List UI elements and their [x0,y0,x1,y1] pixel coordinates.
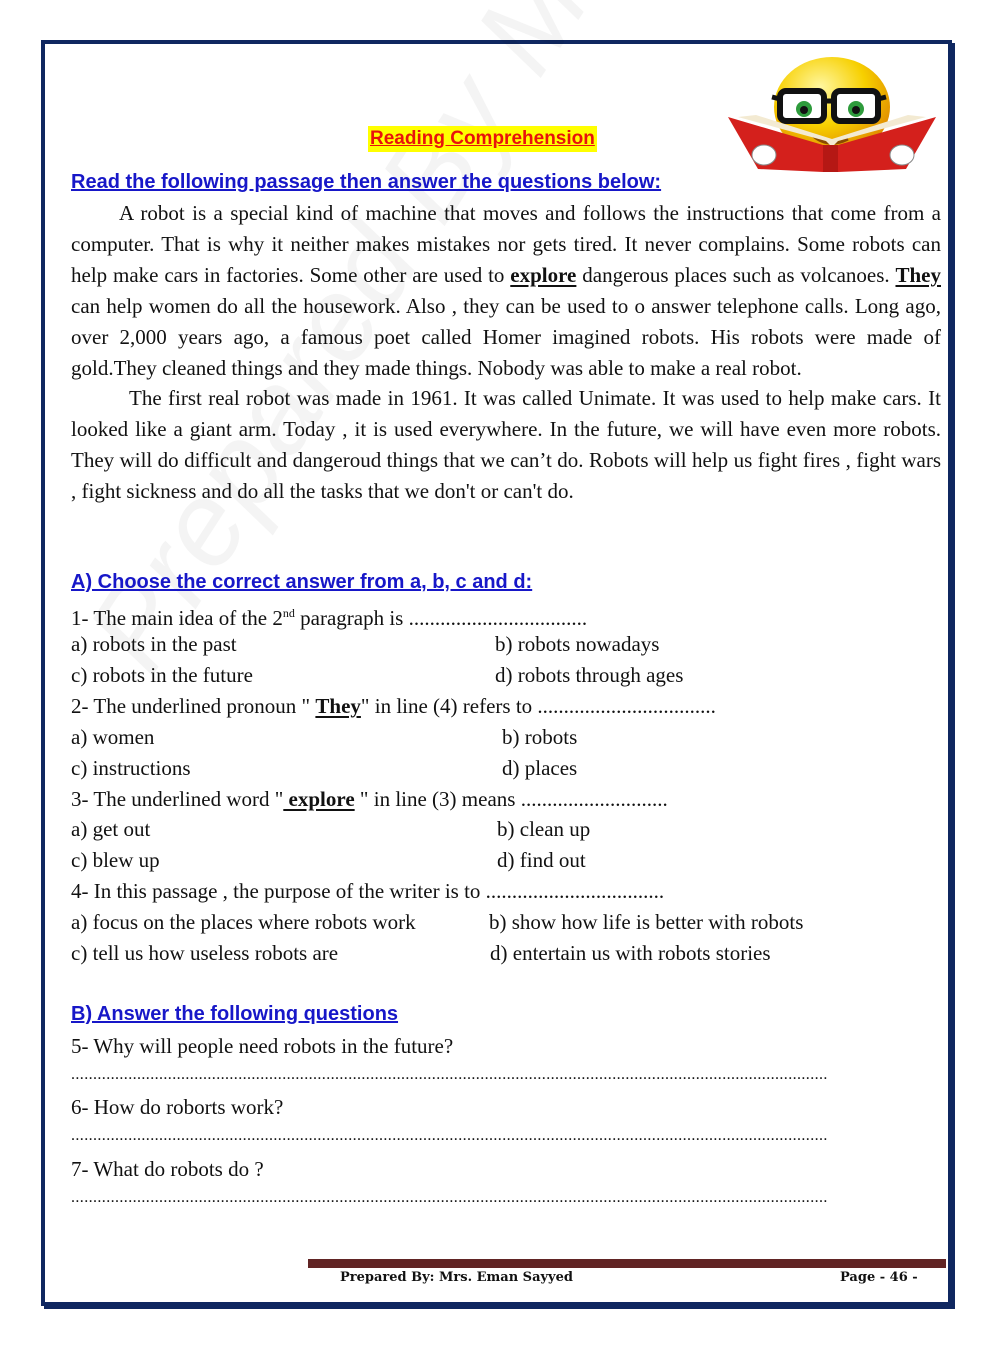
instruction-heading: Read the following passage then answer the questions below: [71,171,662,193]
q4-option-a[interactable]: a) focus on the places where robots work [71,910,416,934]
q2-option-b[interactable]: b) robots [502,725,578,749]
q4-option-c[interactable]: c) tell us how useless robots are [71,941,339,965]
q2-option-c[interactable]: c) instructions [71,756,191,780]
underlined-word-explore: explore [510,262,577,287]
question-4: 4- In this passage , the purpose of the writer is to .................................. [71,879,665,903]
q3-option-b[interactable]: b) clean up [497,817,591,841]
q1-option-d[interactable]: d) robots through ages [495,663,684,687]
answer-line-7[interactable]: ............................................................................................................................................................................ [71,1189,828,1206]
q3-option-d[interactable]: d) find out [497,848,586,872]
q3-option-c[interactable]: c) blew up [71,848,160,872]
reading-passage [71,198,941,507]
reading-emoji-icon [728,57,936,172]
q1-option-c[interactable]: c) robots in the future [71,663,253,687]
q4-option-b[interactable]: b) show how life is better with robots [489,910,804,934]
question-7: 7- What do robots do ? [71,1157,264,1181]
q1-option-a[interactable]: a) robots in the past [71,632,237,656]
question-3: 3- The underlined word " explore " in line (3) means ............................ [71,787,668,811]
section-a-heading: A) Choose the correct answer from a, b, c and d: [71,571,533,593]
q1-option-b[interactable]: b) robots nowadays [495,632,660,656]
answer-line-5[interactable]: ............................................................................................................................................................................ [71,1066,828,1083]
passage-paragraph-1: A robot is a special kind of machine that moves and follows the instructions that come from a computer. That is why it neither makes mistakes nor gets tired. It never complains. Some robots can help make cars in factories. Some other are used to explore dangerous places such as volcanoes. They can help women do all the housework. Also , they can be used to o answer telephone calls. Long ago, over 2,000 years ago, a famous poet called Homer imagined robots. His robots were made of gold.They cleaned things and they made things. Nobody was able to make a real robot. [71,201,941,380]
underlined-word-they: They [895,262,941,287]
q4-option-d[interactable]: d) entertain us with robots stories [490,941,771,965]
q2-option-d[interactable]: d) places [502,756,578,780]
q3-option-a[interactable]: a) get out [71,817,151,841]
passage-paragraph-2: The first real robot was made in 1961. It was called Unimate. It was used to help make cars. It looked like a giant arm. Today , it is used everywhere. In the future, we will have even more robots. They will do difficult and dangeroud things that we can’t do. Robots will help us fight fires , fight wars , fight sickness and do all the tasks that we don't or can't do. [71,386,941,504]
answer-line-6[interactable]: ............................................................................................................................................................................ [71,1127,828,1144]
question-1: 1- The main idea of the 2nd paragraph is .................................. [71,606,588,630]
question-6: 6- How do roborts work? [71,1095,284,1119]
footer-author: Prepared By: Mrs. Eman Sayyed [340,1270,573,1285]
footer-page-number: Page - 46 - [840,1270,918,1285]
q2-option-a[interactable]: a) women [71,725,155,749]
section-b-heading: B) Answer the following questions [71,1003,399,1025]
question-5: 5- Why will people need robots in the future? [71,1034,454,1058]
question-2: 2- The underlined pronoun " They" in line (4) refers to .................................. [71,694,716,718]
footer-divider [308,1259,946,1268]
page-title: Reading Comprehension [368,126,597,152]
